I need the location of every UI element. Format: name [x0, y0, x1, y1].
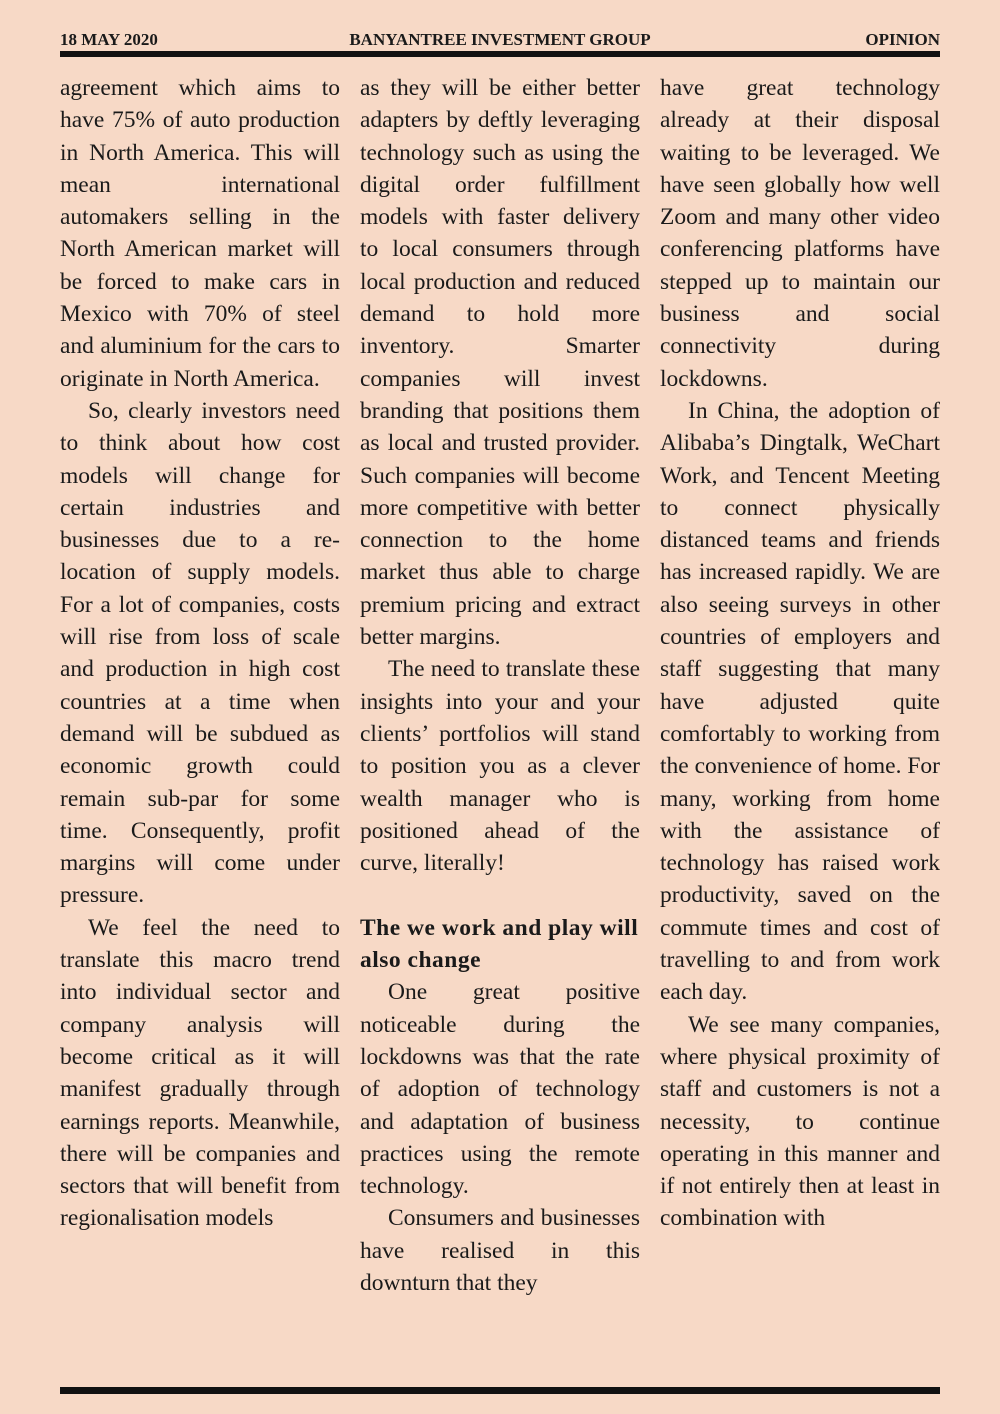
publication-name: BANYANTREE INVESTMENT GROUP	[349, 30, 651, 49]
paragraph: have great technology already at their disposal waiting to be leveraged. We have seen globally how well Zoom and many other video conferencing platforms have stepped up to maintain our business and social connectivity during lockdowns.	[660, 75, 940, 392]
paragraph: agreement which aims to have 75% of auto production in North America. This will mean international automakers selling in the North American market will be forced to make cars in Mexico with 70% of steel and aluminium for the cars to originate in North America.	[60, 75, 340, 392]
article-column-2	[360, 72, 640, 1299]
footer-rule	[60, 1387, 940, 1394]
section-heading: The we work and play will also change	[360, 914, 639, 974]
paragraph: We see many companies, where physical proximity of staff and customers is not a necessity, to continue operating in this manner and if not entirely then at least in combination with	[660, 1011, 940, 1232]
paragraph: The need to translate these insights into your and your clients’ portfolios will stand to position you as a clever wealth manager who is positioned ahead of the curve, literally!	[360, 656, 640, 877]
header-rule	[60, 51, 940, 57]
paragraph: as they will be either better adapters by deftly leveraging technology such as using the digital order fulfillment models with faster delivery to local consumers through local production and reduced demand to hold more inventory. Smarter companies will invest branding that positions them as local and trusted provider. Such companies will become more competitive with better connection to the home market thus able to charge premium pricing and extract better margins.	[360, 75, 640, 651]
page-header	[60, 30, 940, 52]
paragraph: So, clearly investors need to think about how cost models will change for certain industries and businesses due to a re-location of supply models. For a lot of companies, costs will rise from loss of scale and production in high cost countries at a time when demand will be subdued as economic growth could remain sub-par for some time. Consequently, profit margins will come under pressure.	[60, 397, 340, 909]
paragraph: We feel the need to translate this macro trend into individual sector and company analysis will become critical as it will manifest gradually through earnings reports. Meanwhile, there will be companies and sectors that will benefit from regionalisation models	[60, 914, 340, 1232]
paragraph: Consumers and businesses have realised in this downturn that they	[360, 1205, 640, 1296]
paragraph: One great positive noticeable during the lockdowns was that the rate of adoption of technology and adaptation of business practices using the remote technology.	[360, 979, 640, 1200]
paragraph: In China, the adoption of Alibaba’s Dingtalk, WeChart Work, and Tencent Meeting to connect physically distanced teams and friends has increased rapidly. We are also seeing surveys in other countries of employers and staff suggesting that many have adjusted quite comfortably to working from the convenience of home. For many, working from home with the assistance of technology has raised work productivity, saved on the commute times and cost of travelling to and from work each day.	[660, 397, 940, 1006]
article-column-1	[60, 72, 340, 1235]
issue-date: 18 MAY 2020	[60, 30, 158, 49]
section-label: OPINION	[865, 30, 940, 49]
article-column-3	[660, 72, 940, 1235]
